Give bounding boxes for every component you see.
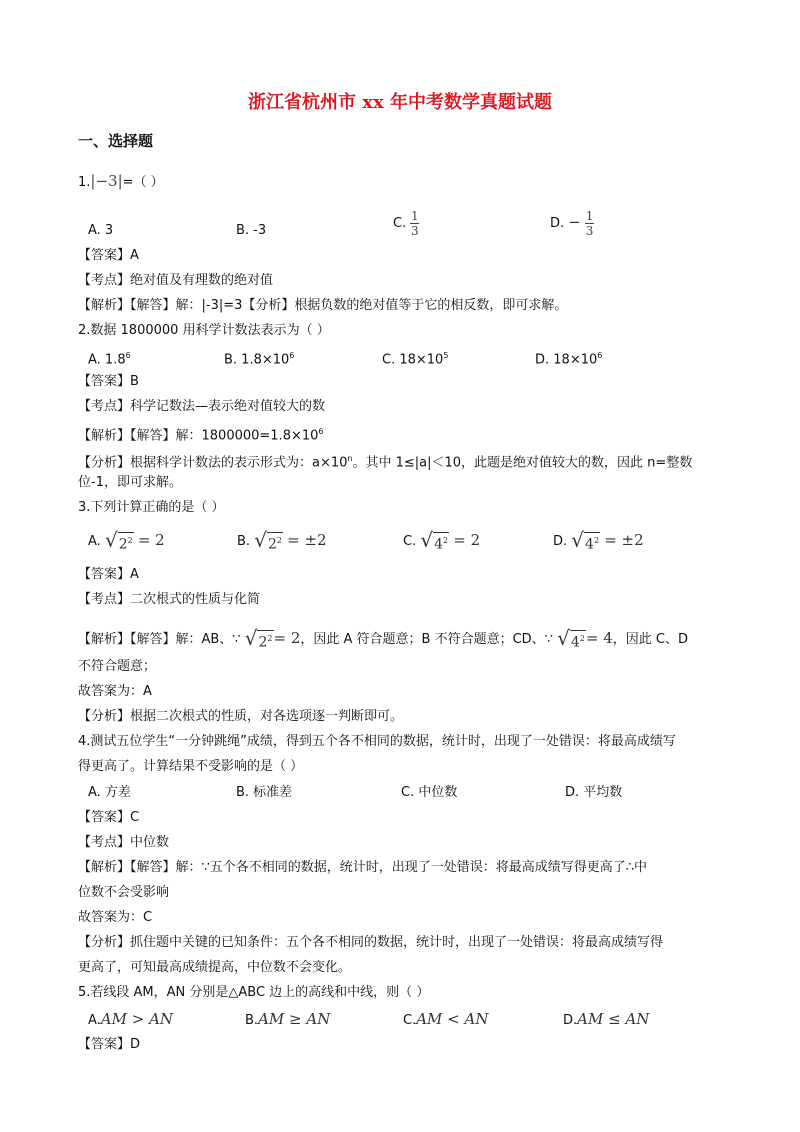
- q3-option-b: B. √ $2^2$ = ±2: [237, 528, 327, 553]
- q4-analysis-line2: 位数不会受影响: [78, 885, 170, 900]
- q1-stem: 1.|−3|=（ ）: [78, 172, 164, 190]
- q3-stem: 3.下列计算正确的是（ ）: [78, 500, 225, 515]
- q3-a-sqrt: √ $2^2$: [104, 528, 133, 553]
- q3-c-sqrt: √ $4^2$: [420, 528, 449, 553]
- q3-option-a: A. √ $2^2$ = 2: [88, 528, 165, 553]
- q4-option-d: D. 平均数: [565, 785, 623, 800]
- q5-option-d: D.AM ≤ AN: [563, 1010, 650, 1028]
- q2-option-a: A. $1.8^6$: [88, 351, 131, 368]
- q1-analysis: 【解析】【解答】解：|-3|=3【分析】根据负数的绝对值等于它的相反数，即可求解。: [78, 298, 568, 313]
- q1-c-fraction: $\frac{1}{3}$: [411, 209, 419, 238]
- q1-option-a: A. 3: [88, 223, 114, 238]
- q1-option-b: B. -3: [236, 223, 267, 238]
- section-heading: 一、选择题: [78, 132, 154, 150]
- q2-fenxi-line2: 位-1，即可求解。: [78, 475, 182, 490]
- q3-option-c: C. √ $4^2$ = 2: [403, 528, 481, 553]
- q3-b-sqrt: √ $2^2$: [254, 528, 282, 553]
- q2-option-b: B. $1.8\times 10^6$: [224, 351, 295, 368]
- q1-option-c: C. $\frac{1}{3}$: [393, 209, 419, 238]
- q3-analysis-sqrt2: √ $4^2$: [557, 626, 585, 651]
- q3-analysis-line2: 不符合题意；: [78, 659, 157, 674]
- q2-fenxi-line1: 【分析】根据科学计数法的表示形式为：$a\times 10^n$。其中 1≤|a|＜10，此题是绝对值较大的数，因此 n=整数: [78, 454, 693, 471]
- q1-option-d: D. − $\frac{1}{3}$: [550, 209, 594, 238]
- q2-analysis: 【解析】【解答】解：$1800000=1.8\times 10^6$: [78, 427, 324, 444]
- q3-point: 【考点】二次根式的性质与化简: [78, 592, 261, 607]
- q3-fenxi: 【分析】根据二次根式的性质，对各选项逐一判断即可。: [78, 709, 404, 724]
- q4-answer: 【答案】C: [78, 810, 140, 825]
- q4-fenxi-line1: 【分析】抓住题中关键的已知条件：五个各不相同的数据，统计时，出现了一处错误：将最高成绩写得: [78, 935, 664, 950]
- q2-point: 【考点】科学记数法—表示绝对值较大的数: [78, 399, 326, 414]
- q2-option-d: D. $18\times 10^6$: [535, 351, 603, 368]
- page-title: 浙江省杭州市 xx 年中考数学真题试题: [248, 92, 552, 113]
- q3-analysis-line1: 【解析】【解答】解：AB、∵ √ $2^2$ = 2，因此 A 符合题意；B 不符合题意；CD、∵ √ $4^2$ = 4，因此 C、D: [78, 626, 688, 651]
- q4-option-c: C. 中位数: [401, 785, 458, 800]
- q5-answer: 【答案】D: [78, 1037, 141, 1052]
- q4-option-b: B. 标准差: [236, 785, 293, 800]
- q4-analysis-line1: 【解析】【解答】解：∵五个各不相同的数据，统计时，出现了一处错误：将最高成绩写得更高了∴中: [78, 860, 648, 875]
- q4-fenxi-line2: 更高了，可知最高成绩提高，中位数不会变化。: [78, 960, 352, 975]
- q3-analysis-sqrt1: √ $2^2$: [244, 626, 273, 651]
- q5-stem: 5.若线段 AM，AN 分别是△ABC 边上的高线和中线，则（ ）: [78, 985, 430, 1000]
- q4-stem-line1: 4.测试五位学生“一分钟跳绳”成绩，得到五个各不相同的数据，统计时，出现了一处错误：将最高成绩写: [78, 734, 676, 749]
- q5-option-b: B.AM ≥ AN: [245, 1010, 331, 1028]
- q4-option-a: A. 方差: [88, 785, 131, 800]
- q3-d-sqrt: √ $4^2$: [571, 528, 600, 553]
- q5-option-a: A.AM > AN: [88, 1010, 174, 1028]
- q1-point: 【考点】绝对值及有理数的绝对值: [78, 273, 274, 288]
- q4-stem-line2: 得更高了。计算结果不受影响的是（ ）: [78, 759, 304, 774]
- q2-option-c: C. $18\times 10^5$: [382, 351, 449, 368]
- q4-point: 【考点】中位数: [78, 835, 170, 850]
- q4-conclusion: 故答案为：C: [78, 910, 153, 925]
- q1-answer: 【答案】A: [78, 248, 139, 263]
- q2-stem: 2.数据 1800000 用科学计数法表示为（ ）: [78, 323, 330, 338]
- q3-option-d: D. √ $4^2$ = ±2: [553, 528, 644, 553]
- q5-option-c: C.AM < AN: [403, 1010, 489, 1028]
- q1-d-fraction: $\frac{1}{3}$: [585, 209, 594, 238]
- q2-answer: 【答案】B: [78, 374, 139, 389]
- q3-answer: 【答案】A: [78, 567, 139, 582]
- q3-conclusion: 故答案为：A: [78, 684, 152, 699]
- q1-abs-expr: |−3|: [90, 172, 123, 190]
